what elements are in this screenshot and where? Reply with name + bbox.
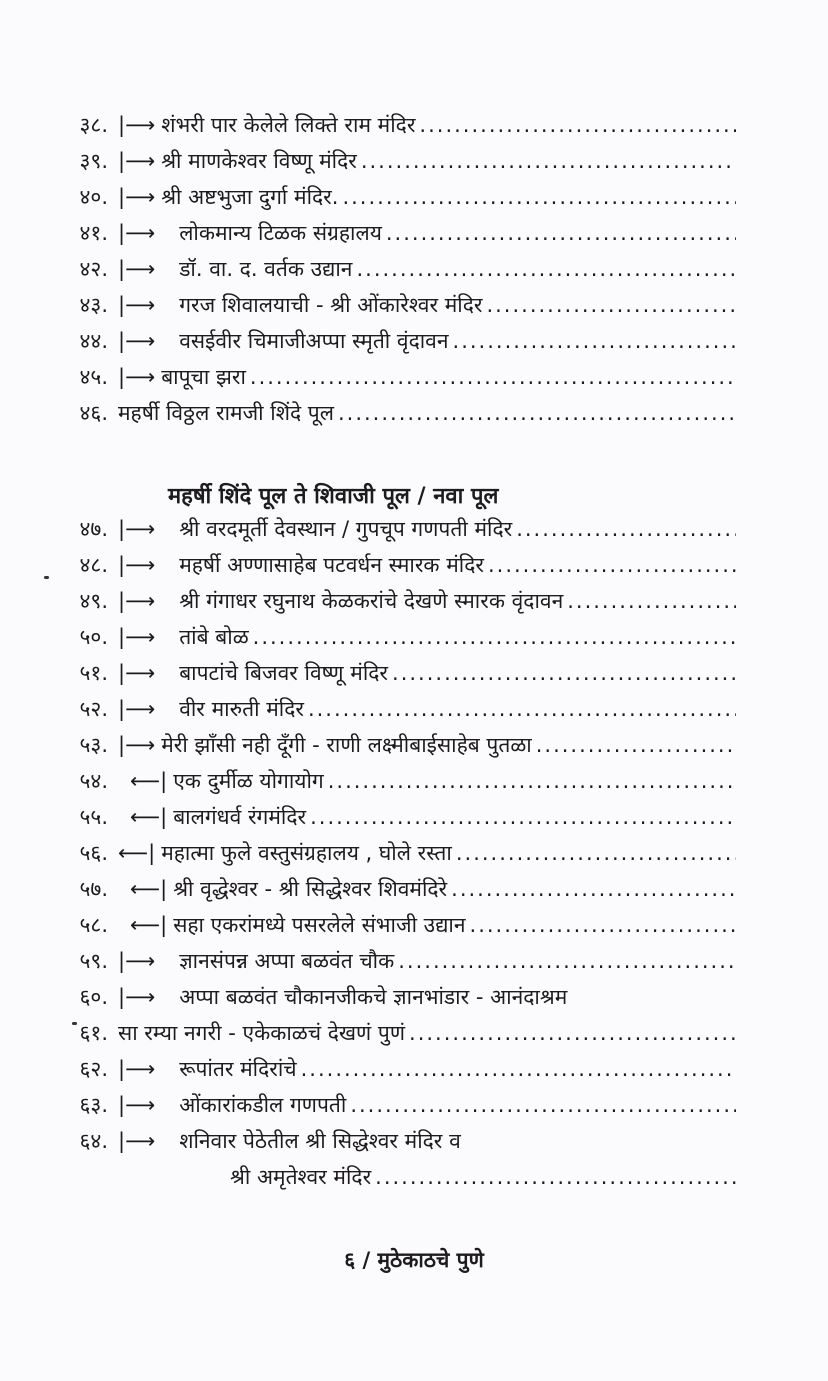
entry-number: ६४. [79,1129,108,1153]
arrow-right-icon: |⟶ [118,1057,156,1081]
entry-title: एक दुर्मीळ योगायोग [173,769,324,793]
entry-title: सहा एकरांमध्ये पसरलेले संभाजी उद्यान [173,913,466,937]
toc-entry [50,108,736,142]
arrow-right-icon: |⟶ [118,733,156,757]
arrow-right-icon: |⟶ [118,625,156,649]
dot-leader [308,697,736,721]
arrow-right-icon: |⟶ [118,113,156,137]
toc-entry [50,324,736,358]
toc-entry [50,360,736,394]
dot-leader [486,293,736,317]
entry-title: रूपांतर मंदिरांचे [179,1057,297,1081]
entry-title: सा रम्या नगरी - एकेकाळचं देखणं पुणं [118,1021,406,1045]
entry-title: गरज शिवालयाची - श्री ओंकारेश्वर मंदिर [179,293,483,317]
dot-leader [310,805,736,829]
entry-title: श्री गंगाधर रघुनाथ केळकरांचे देखणे स्मारक वृंदावन [179,589,564,613]
toc-entry [50,252,736,286]
toc-entry [50,548,736,582]
entry-title: महर्षी अण्णासाहेब पटवर्धन स्मारक मंदिर [179,553,484,577]
arrow-right-icon: |⟶ [118,553,156,577]
dot-leader [516,517,736,541]
entry-title: श्री अमृतेश्वर मंदिर [230,1165,372,1189]
entry-title: अप्पा बळवंत चौकानजीकचे ज्ञानभांडार - आनंदाश्रम [179,985,568,1009]
entry-number: ४४. [79,329,108,353]
toc-entry [50,620,736,654]
scan-speck [72,1022,77,1025]
arrow-right-icon: |⟶ [118,949,156,973]
entry-number: ५१. [79,661,108,685]
dot-leader [356,257,736,281]
entry-number: ३८. [79,113,108,137]
entry-number: ५९. [79,949,108,973]
dot-leader [419,113,736,137]
entry-number: ५८. [79,913,108,937]
arrow-right-icon: |⟶ [118,293,156,317]
entry-number: ४८. [79,553,108,577]
arrow-right-icon: |⟶ [118,589,156,613]
entry-number: ४७. [79,517,108,541]
toc-entry [50,1088,736,1122]
arrow-left-icon: ⟵| [130,769,168,793]
toc-entry [50,512,736,546]
entry-title: बापूचा झरा [161,365,246,389]
arrow-right-icon: |⟶ [118,329,156,353]
arrow-right-icon: |⟶ [118,517,156,541]
toc-entry [50,908,736,942]
entry-number: ४६. [79,401,108,425]
entry-title: श्री वरदमूर्ती देवस्थान / गुपचूप गणपती मंदिर [179,517,513,541]
entry-title: तांबे बोळ [179,625,249,649]
entry-number: ५२. [79,697,108,721]
arrow-left-icon: ⟵| [130,805,168,829]
entry-title: महर्षी विठ्ठल रामजी शिंदे पूल [118,401,334,425]
arrow-right-icon: |⟶ [118,185,156,209]
dot-leader [301,1057,736,1081]
arrow-right-icon: |⟶ [118,985,156,1009]
arrow-right-icon: |⟶ [118,1093,156,1117]
dot-leader [386,221,736,245]
dot-leader [567,589,736,613]
entry-number: ४०. [79,185,108,209]
toc-entry [50,764,736,798]
entry-title: बालगंधर्व रंगमंदिर [173,805,307,829]
entry-title: मेरी झाँसी नही दूँगी - राणी लक्ष्मीबाईसाहेब पुतळा [161,733,532,757]
dot-leader [409,1021,736,1045]
entry-number: ४२. [79,257,108,281]
toc-entry [50,872,736,906]
arrow-right-icon: |⟶ [118,661,156,685]
dot-leader [451,877,736,901]
entry-number: ६१. [79,1021,108,1045]
entry-number: ५३. [79,733,108,757]
entry-number: ४३. [79,293,108,317]
toc-entry [50,288,736,322]
entry-number: ६२. [79,1057,108,1081]
dot-leader [328,769,736,793]
toc-entry [50,584,736,618]
entry-title: श्री अष्टभुजा दुर्गा मंदिर. [161,185,339,209]
entry-title: श्री माणकेश्वर विष्णू मंदिर [161,149,357,173]
toc-entry [50,728,736,762]
entry-title: महात्मा फुले वस्तुसंग्रहालय , घोले रस्ता [161,841,452,865]
entry-title: बापटांचे बिजवर विष्णू मंदिर [179,661,389,685]
entry-title: शंभरी पार केलेले लिक्ते राम मंदिर [161,113,416,137]
entry-title: ज्ञानसंपन्न अप्पा बळवंत चौक [179,949,395,973]
toc-entry [50,1052,736,1086]
toc-entry [50,944,736,978]
toc-entry [50,692,736,726]
dot-leader [536,733,736,757]
arrow-right-icon: |⟶ [118,221,156,245]
dot-leader [342,185,736,209]
arrow-right-icon: |⟶ [118,257,156,281]
toc-entry [50,216,736,250]
entry-number: ५७. [79,877,108,901]
entry-number: ६०. [79,985,108,1009]
entry-number: ४१. [79,221,108,245]
toc-entry [50,396,736,430]
arrow-right-icon: |⟶ [118,365,156,389]
dot-leader [375,1165,736,1189]
arrow-right-icon: |⟶ [118,149,156,173]
arrow-left-icon: ⟵| [130,877,168,901]
entry-number: ५६. [79,841,108,865]
toc-entry [50,180,736,214]
entry-title: ओंकारांकडील गणपती [179,1093,347,1117]
entry-number: ५०. [79,625,108,649]
entry-number: ५५. [79,805,108,829]
entry-number: ४९. [79,589,108,613]
toc-entry [50,980,736,1014]
dot-leader [338,401,736,425]
section-heading: महर्षी शिंदे पूल ते शिवाजी पूल / नवा पूल [168,484,499,509]
arrow-left-icon: ⟵| [130,913,168,937]
dot-leader [488,553,736,577]
entry-title: शनिवार पेठेतील श्री सिद्धेश्वर मंदिर व [179,1129,461,1153]
dot-leader [453,329,736,353]
entry-title: वसईवीर चिमाजीअप्पा स्मृती वृंदावन [179,329,449,353]
dot-leader [392,661,736,685]
entry-number: ४५. [79,365,108,389]
arrow-left-icon: ⟵| [118,841,156,865]
scan-speck [44,576,49,579]
dot-leader [253,625,736,649]
arrow-right-icon: |⟶ [118,697,156,721]
dot-leader [398,949,736,973]
toc-entry [50,144,736,178]
toc-entry [50,1124,736,1158]
dot-leader [361,149,736,173]
dot-leader [470,913,736,937]
arrow-right-icon: |⟶ [118,1129,156,1153]
dot-leader [250,365,736,389]
entry-title: लोकमान्य टिळक संग्रहालय [179,221,382,245]
dot-leader [456,841,736,865]
toc-entry-continuation [230,1160,736,1194]
entry-title: डॉ. वा. द. वर्तक उद्यान [179,257,353,281]
toc-entry [50,800,736,834]
entry-number: ५४. [79,769,108,793]
toc-entry [50,656,736,690]
entry-number: ६३. [79,1093,108,1117]
entry-number: ३९. [79,149,108,173]
entry-title: श्री वृद्धेश्वर - श्री सिद्धेश्वर शिवमंदिरे [173,877,448,901]
toc-entry [50,1016,736,1050]
page-footer: ६ / मुठेकाठचे पुणे [344,1248,484,1272]
entry-title: वीर मारुती मंदिर [179,697,304,721]
dot-leader [350,1093,736,1117]
toc-entry [50,836,736,870]
